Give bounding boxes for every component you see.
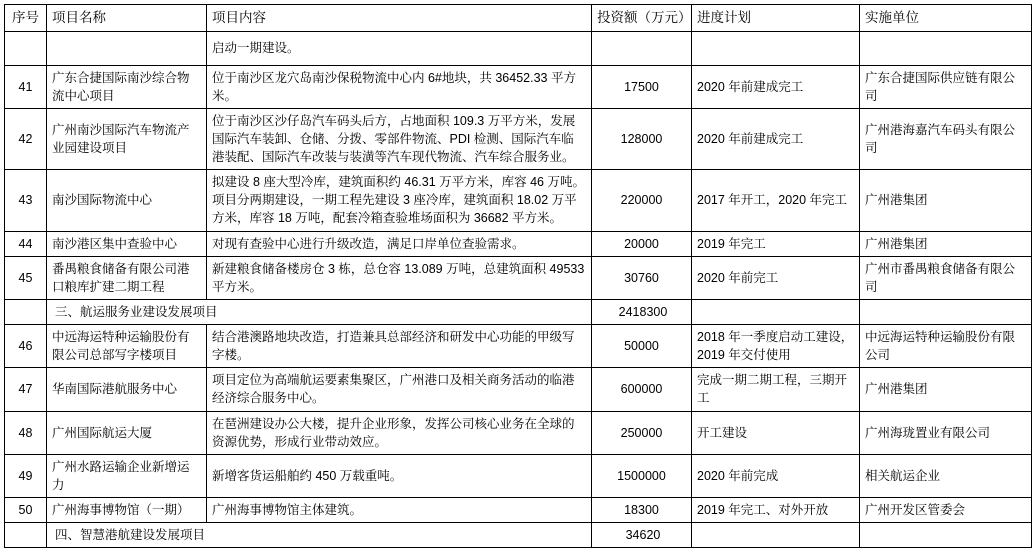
cell-content: 结合港澳路地块改造，打造兼具总部经济和研发中心功能的甲级写字楼。: [207, 325, 592, 368]
cell-content: 新增客货运船舶约 450 万载重吨。: [207, 454, 592, 497]
cell-unit: 广州海珑置业有限公司: [860, 411, 1032, 454]
cell-name: 广州国际航运大厦: [47, 411, 207, 454]
cell-plan: [692, 299, 860, 324]
cell-unit: 广州市番禺粮食储备有限公司: [860, 256, 1032, 299]
cell-name: 广州水路运输企业新增运力: [47, 454, 207, 497]
cell-unit: 广州开发区管委会: [860, 498, 1032, 523]
cell-amount: 17500: [592, 65, 692, 108]
header-name: 项目名称: [47, 5, 207, 32]
cell-name: 番禺粮食储备有限公司港口粮库扩建二期工程: [47, 256, 207, 299]
cell-amount: 2418300: [592, 299, 692, 324]
cell-name: 中远海运特种运输股份有限公司总部写字楼项目: [47, 325, 207, 368]
header-content: 项目内容: [207, 5, 592, 32]
cell-content: 新建粮食储备楼房仓 3 栋，总仓容 13.089 万吨，总建筑面积 49533 平方米。: [207, 256, 592, 299]
table-body: [5, 31, 1032, 548]
cell-no: [5, 299, 47, 324]
cell-unit: 广州港海嘉汽车码头有限公司: [860, 108, 1032, 169]
cell-content: 位于南沙区沙仔岛汽车码头后方，占地面积 109.3 万平方米，发展国际汽车装卸、仓储、分拨、零部件物流、PDI 检测、国际汽车临港装配、国际汽车改装与装潢等汽车现代物流、汽车综合服务业。: [207, 108, 592, 169]
table-row: [5, 498, 1032, 523]
cell-amount: [592, 31, 692, 65]
cell-content: 在琶洲建设办公大楼，提升企业形象，发挥公司核心业务在全球的资源优势，形成行业带动效应。: [207, 411, 592, 454]
cell-plan: [692, 523, 860, 548]
table-row: [5, 170, 1032, 231]
cell-no: 50: [5, 498, 47, 523]
cell-amount: 34620: [592, 523, 692, 548]
cell-content: 项目定位为高端航运要素集聚区，广州港口及相关商务活动的临港经济综合服务中心。: [207, 368, 592, 411]
cell-unit: 广州港集团: [860, 170, 1032, 231]
cell-no: 49: [5, 454, 47, 497]
cell-no: 42: [5, 108, 47, 169]
cell-unit: 中远海运特种运输股份有限公司: [860, 325, 1032, 368]
cell-no: 41: [5, 65, 47, 108]
cell-content: 拟建设 8 座大型冷库，建筑面积约 46.31 万平方米，库容 46 万吨。项目分两期建设，一期工程先建设 3 座冷库，建筑面积 18.02 万平方米，库容 18 万吨，配套冷箱查验堆场面积为 36682 平方米。: [207, 170, 592, 231]
cell-content: 位于南沙区龙穴岛南沙保税物流中心内 6#地块，共 36452.33 平方米。: [207, 65, 592, 108]
cell-plan: 2020 年前建成完工: [692, 65, 860, 108]
header-amount: 投资额（万元）: [592, 5, 692, 32]
cell-no: 43: [5, 170, 47, 231]
table-row: [5, 256, 1032, 299]
cell-amount: 30760: [592, 256, 692, 299]
cell-amount: 1500000: [592, 454, 692, 497]
cell-plan: 2020 年前建成完工: [692, 108, 860, 169]
cell-unit: 广州港集团: [860, 368, 1032, 411]
table-row: [5, 108, 1032, 169]
cell-plan: 2018 年一季度启动工建设，2019 年交付使用: [692, 325, 860, 368]
cell-unit: 广州港集团: [860, 231, 1032, 256]
header-plan: 进度计划: [692, 5, 860, 32]
project-investment-table: [4, 4, 1032, 548]
cell-amount: 50000: [592, 325, 692, 368]
table-row: [5, 231, 1032, 256]
cell-plan: 2020 年前完工: [692, 256, 860, 299]
cell-name: [47, 31, 207, 65]
cell-unit: [860, 299, 1032, 324]
cell-no: [5, 31, 47, 65]
cell-name: 华南国际港航服务中心: [47, 368, 207, 411]
cell-plan: 2017 年开工，2020 年完工: [692, 170, 860, 231]
cell-name: 广东合捷国际南沙综合物流中心项目: [47, 65, 207, 108]
table-row: [5, 65, 1032, 108]
cell-section-title: 三、航运服务业建设发展项目: [47, 299, 592, 324]
header-no: 序号: [5, 5, 47, 32]
cell-amount: 250000: [592, 411, 692, 454]
cell-plan: 开工建设: [692, 411, 860, 454]
cell-amount: 20000: [592, 231, 692, 256]
cell-name: 南沙港区集中查验中心: [47, 231, 207, 256]
cell-unit: 相关航运企业: [860, 454, 1032, 497]
cell-no: 46: [5, 325, 47, 368]
cell-amount: 600000: [592, 368, 692, 411]
header-unit: 实施单位: [860, 5, 1032, 32]
cell-section-title: 四、智慧港航建设发展项目: [47, 523, 592, 548]
cell-unit: [860, 523, 1032, 548]
table-row: [5, 368, 1032, 411]
cell-content: 启动一期建设。: [207, 31, 592, 65]
cell-unit: [860, 31, 1032, 65]
cell-no: 45: [5, 256, 47, 299]
cell-plan: 2019 年完工、对外开放: [692, 498, 860, 523]
cell-amount: 18300: [592, 498, 692, 523]
cell-no: [5, 523, 47, 548]
table-row: [5, 31, 1032, 65]
cell-plan: 完成一期二期工程，三期开工: [692, 368, 860, 411]
table-row: [5, 325, 1032, 368]
section-row: [5, 299, 1032, 324]
cell-plan: 2019 年完工: [692, 231, 860, 256]
cell-no: 47: [5, 368, 47, 411]
cell-amount: 220000: [592, 170, 692, 231]
cell-content: 对现有查验中心进行升级改造，满足口岸单位查验需求。: [207, 231, 592, 256]
cell-no: 48: [5, 411, 47, 454]
cell-unit: 广东合捷国际供应链有限公司: [860, 65, 1032, 108]
table-header-row: [5, 5, 1032, 32]
cell-name: 南沙国际物流中心: [47, 170, 207, 231]
cell-name: 广州南沙国际汽车物流产业园建设项目: [47, 108, 207, 169]
cell-content: 广州海事博物馆主体建筑。: [207, 498, 592, 523]
cell-plan: [692, 31, 860, 65]
table-row: [5, 454, 1032, 497]
cell-name: 广州海事博物馆（一期）: [47, 498, 207, 523]
section-row: [5, 523, 1032, 548]
cell-plan: 2020 年前完成: [692, 454, 860, 497]
cell-amount: 128000: [592, 108, 692, 169]
cell-no: 44: [5, 231, 47, 256]
table-row: [5, 411, 1032, 454]
